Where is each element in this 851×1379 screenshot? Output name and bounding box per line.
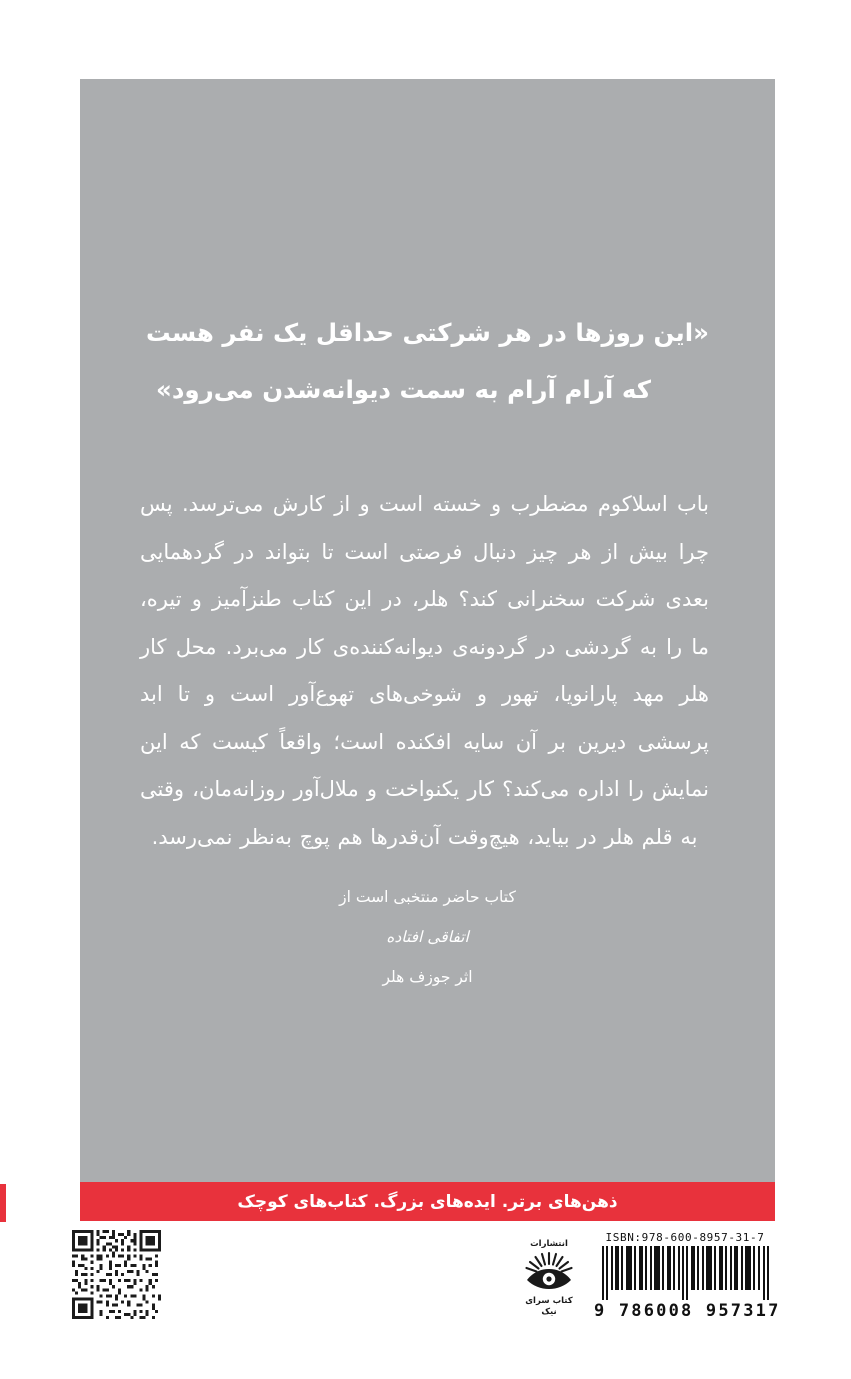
sunburst-eye-icon (517, 1251, 581, 1291)
attribution-source-title: اتفاقی افتاده (386, 928, 469, 946)
series-tagline-text: ذهن‌های برتر. ایده‌های بزرگ. کتاب‌های کوچک (237, 1191, 618, 1212)
cover-footer (0, 1221, 851, 1341)
publisher-logo (517, 1239, 581, 1315)
back-cover-blurb: باب اسلاکوم مضطرب و خسته است و از کارش می‌ترسد. پس چرا بیش از هر چیز دنبال فرصتی است تا بتواند در گردهمایی بعدی شرکت سخنرانی کند؟ هلر، در این کتاب طنزآمیز و تیره، ما را به گردشی در گردونه‌ی دیوانه‌کننده‌ی کار می‌برد. محل کار هلر مهد پارانویا، تهور و شوخی‌های تهوع‌آور است و تا ابد پرسشی دیرین بر آن سایه افکنده است؛ واقعاً کیست که این نمایش را اداره می‌کند؟ کار یکنواخت و ملال‌آور روزانه‌مان، وقتی به قلم هلر در بیاید، هیچ‌وقت آن‌قدرها هم پوچ به‌نظر نمی‌رسد. (140, 492, 709, 849)
ean13-barcode-icon (594, 1246, 776, 1302)
series-tagline-band (80, 1182, 775, 1221)
publisher-logo-top-label: انتشارات (530, 1239, 568, 1249)
isbn-barcode-block (594, 1231, 781, 1321)
attribution-intro: کتاب حاضر منتخبی است از (339, 888, 516, 906)
source-attribution (146, 877, 709, 997)
pull-quote-line-2: که آرام آرام به سمت دیوانه‌شدن می‌رود» (156, 375, 651, 404)
isbn-text: ISBN:978-600-8957-31-7 (605, 1231, 765, 1244)
pull-quote (146, 304, 709, 418)
publisher-logo-bottom-label: کتاب سرای نیک (525, 1296, 573, 1317)
left-bleed-red-strip (0, 1184, 6, 1222)
qr-code-icon[interactable] (72, 1230, 161, 1319)
barcode-digits: 9 786008 957317 (594, 1301, 781, 1321)
back-cover-panel (80, 79, 775, 1182)
pull-quote-line-1: «این روزها در هر شرکتی حداقل یک نفر هست (146, 318, 709, 347)
attribution-author: اثر جوزف هلر (382, 968, 473, 986)
